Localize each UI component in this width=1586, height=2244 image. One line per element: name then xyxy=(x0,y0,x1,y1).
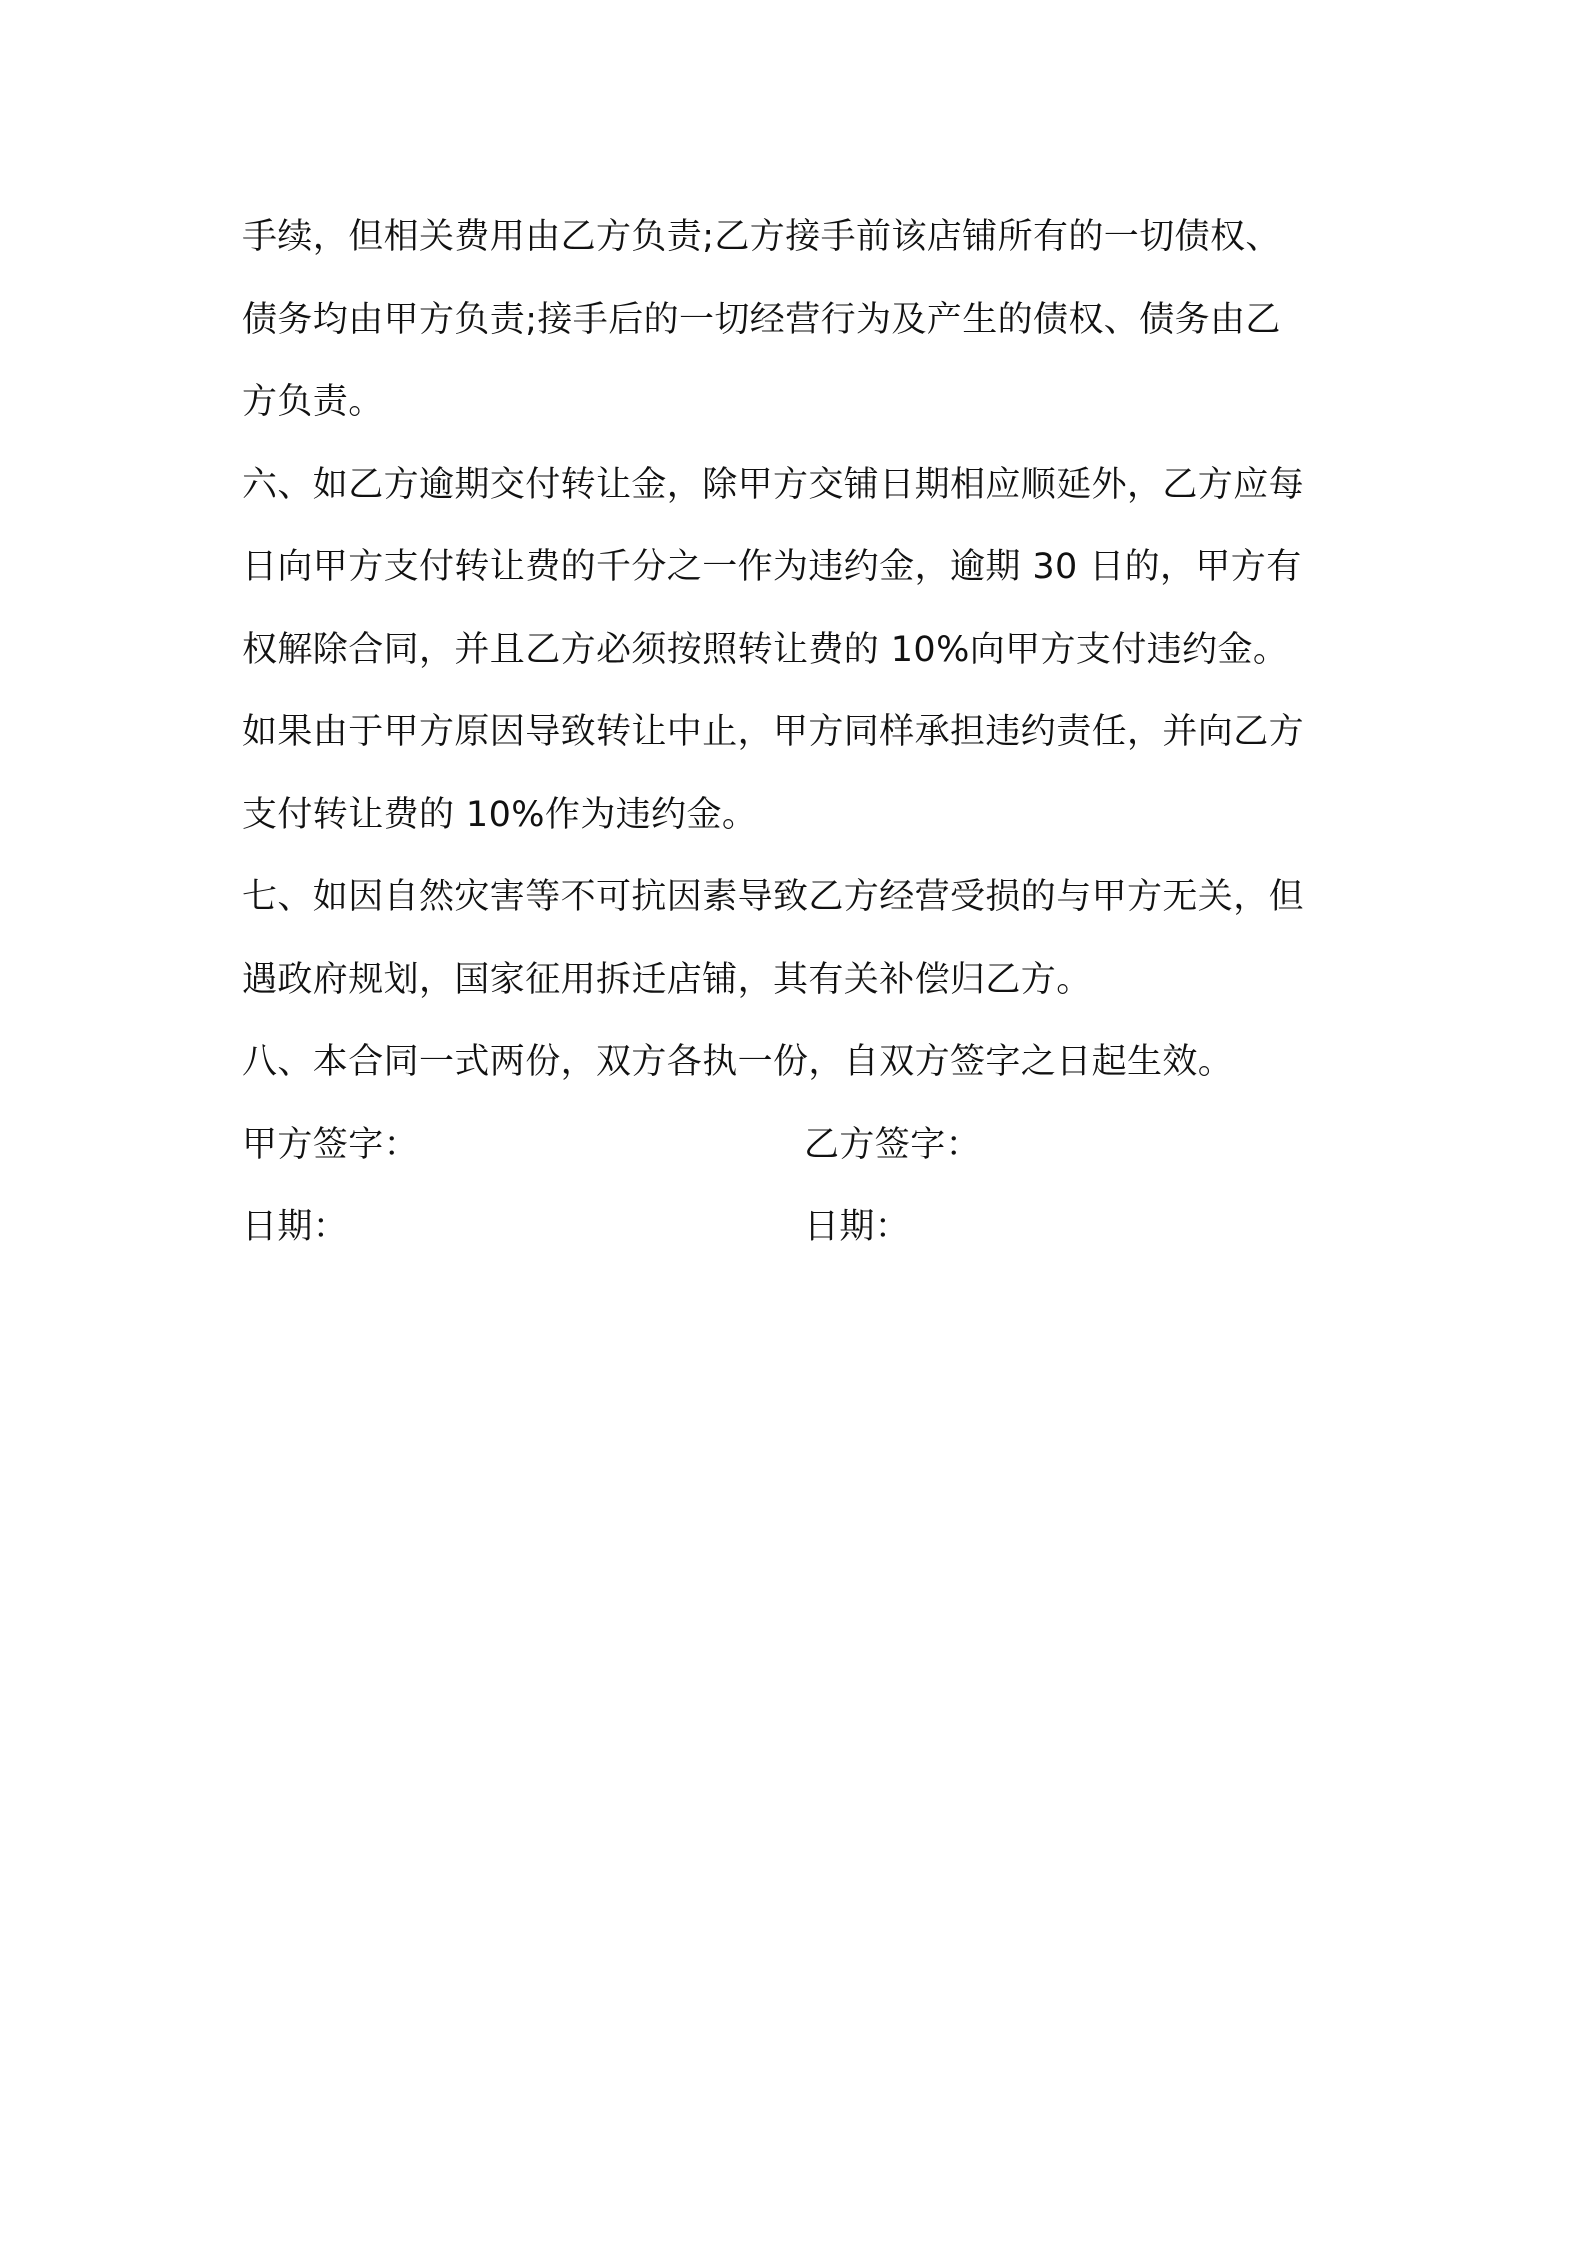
text-line: 权解除合同，并且乙方必须按照转让费的 10%向甲方支付违约金。 xyxy=(242,629,1289,670)
party-a-signature-label: 甲方签字： xyxy=(242,1124,420,1165)
clause-seven-line: 七、如因自然灾害等不可抗因素导致乙方经营受损的与甲方无关，但 xyxy=(242,877,1305,917)
text-line: 如果由于甲方原因导致转让中止，甲方同样承担违约责任，并向乙方 xyxy=(242,712,1305,752)
text-line: 日向甲方支付转让费的千分之一作为违约金，逾期 30 日的，甲方有 xyxy=(242,547,1302,587)
party-b-signature-label: 乙方签字： xyxy=(804,1124,982,1165)
party-a-date-label: 日期： xyxy=(242,1207,349,1247)
text-line: 支付转让费的 10%作为违约金。 xyxy=(242,794,758,835)
text-line: 方负责。 xyxy=(242,382,384,422)
text-line: 遇政府规划，国家征用拆迁店铺，其有关补偿归乙方。 xyxy=(242,959,1092,1000)
party-b-date-label: 日期： xyxy=(804,1207,911,1247)
signature-row xyxy=(242,1104,1362,1187)
text-line: 债务均由甲方负责;接手后的一切经营行为及产生的债权、债务由乙 xyxy=(242,299,1281,340)
clause-six-line: 六、如乙方逾期交付转让金，除甲方交铺日期相应顺延外，乙方应每 xyxy=(242,464,1305,505)
text-line: 手续，但相关费用由乙方负责;乙方接手前该店铺所有的一切债权、 xyxy=(242,217,1281,257)
date-row xyxy=(242,1186,1362,1269)
contract-text xyxy=(242,196,1362,1269)
clause-eight-line: 八、本合同一式两份，双方各执一份，自双方签字之日起生效。 xyxy=(242,1042,1234,1082)
